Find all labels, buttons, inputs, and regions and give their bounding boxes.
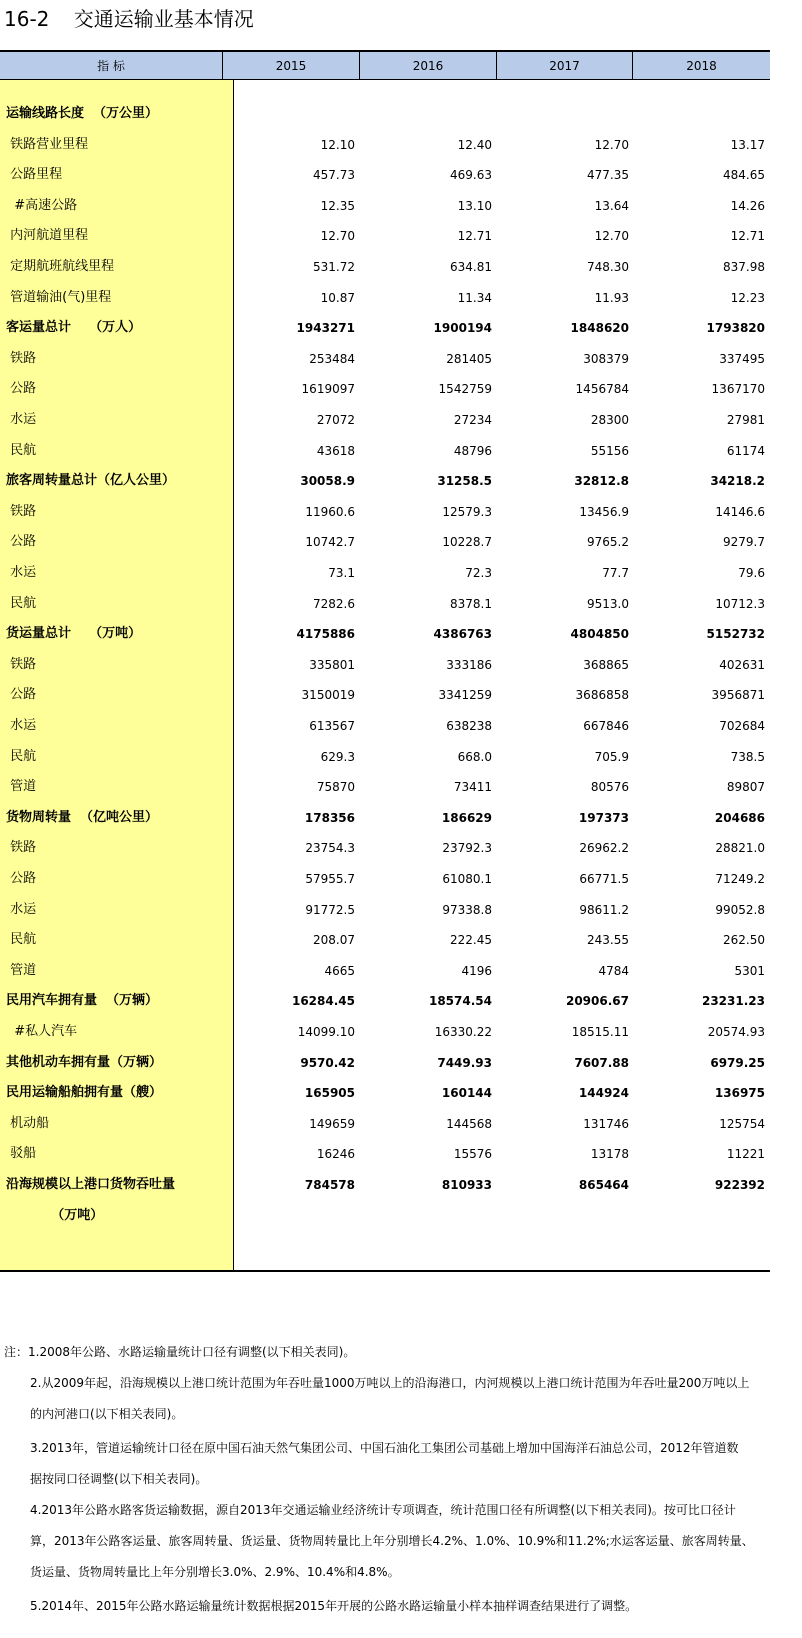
table-row — [0, 863, 770, 895]
table-row — [0, 98, 770, 130]
cell-value: 97338.8 — [442, 902, 492, 917]
cell-value: 23754.3 — [305, 841, 355, 856]
table-row — [0, 924, 770, 956]
cell-value: 14099.10 — [297, 1025, 355, 1039]
row-label: 民用运输船舶拥有量（艘） — [6, 1085, 163, 1101]
cell-value: 55156 — [590, 443, 629, 458]
cell-value: 12.35 — [320, 198, 355, 213]
cell-value: 10742.7 — [305, 535, 355, 550]
cell-value: 13.17 — [730, 137, 765, 152]
table-row — [0, 557, 770, 589]
cell-value: 5152732 — [706, 627, 765, 642]
cell-value: 10712.3 — [715, 596, 765, 611]
cell-value: 89807 — [726, 780, 765, 795]
cell-value: 144568 — [446, 1116, 492, 1131]
row-label: 民航 — [6, 442, 37, 458]
cell-value: 243.55 — [587, 933, 629, 948]
cell-value: 204686 — [714, 810, 765, 825]
table-row — [0, 343, 770, 375]
cell-value: 4804850 — [570, 627, 629, 642]
row-label: 铁路 — [6, 656, 37, 672]
cell-value: 15576 — [453, 1147, 492, 1162]
cell-value: 9570.42 — [300, 1055, 355, 1070]
cell-value: 61080.1 — [442, 872, 492, 886]
cell-value: 28821.0 — [715, 841, 765, 856]
table-row — [0, 496, 770, 528]
row-label: 货物周转量 （亿吨公里） — [6, 809, 159, 825]
cell-value: 629.3 — [320, 749, 355, 764]
table-row — [0, 159, 770, 191]
cell-value: 11960.6 — [305, 504, 355, 519]
table-row — [0, 802, 770, 834]
table-row — [0, 679, 770, 711]
table-row — [0, 1200, 770, 1232]
table-row — [0, 282, 770, 314]
row-label: 水运 — [6, 718, 37, 733]
cell-value: 4175886 — [296, 627, 355, 642]
cell-value: 10.87 — [320, 290, 355, 305]
cell-value: 197373 — [578, 810, 629, 825]
table-row — [0, 1169, 770, 1201]
cell-value: 11221 — [726, 1147, 765, 1162]
cell-value: 1943271 — [296, 321, 355, 336]
row-label: 管道 — [6, 962, 37, 978]
table-row — [0, 588, 770, 620]
footnote-line: 据按同口径调整(以下相关表同)。 — [30, 1472, 208, 1486]
cell-value: 9279.7 — [723, 535, 765, 550]
cell-value: 66771.5 — [579, 872, 629, 886]
cell-value: 149659 — [309, 1116, 355, 1131]
table-number: 16-2 — [4, 7, 50, 31]
cell-value: 11.93 — [594, 290, 629, 305]
table-row — [0, 190, 770, 222]
cell-value: 262.50 — [723, 933, 765, 948]
cell-value: 28300 — [590, 413, 629, 427]
row-label: 货运量总计 （万吨） — [6, 626, 142, 642]
row-label: #私人汽车 — [6, 1024, 78, 1039]
cell-value: 4784 — [598, 963, 629, 978]
table-row — [0, 771, 770, 803]
table-row — [0, 465, 770, 497]
row-label: 水运 — [6, 565, 37, 580]
cell-value: 6979.25 — [710, 1055, 765, 1070]
cell-value: 160144 — [441, 1086, 492, 1101]
row-label: 铁路营业里程 — [6, 136, 89, 152]
row-label: 运输线路长度 （万公里） — [6, 106, 159, 121]
cell-value: 469.63 — [450, 168, 492, 183]
cell-value: 16246 — [316, 1147, 355, 1162]
cell-value: 308379 — [583, 351, 629, 366]
cell-value: 1367170 — [711, 382, 765, 397]
row-label: 民航 — [6, 595, 37, 611]
row-label: 民用汽车拥有量 （万辆） — [6, 993, 159, 1009]
cell-value: 131746 — [583, 1116, 629, 1131]
cell-value: 75870 — [316, 780, 355, 795]
cell-value: 12.70 — [594, 137, 629, 152]
cell-value: 3150019 — [301, 688, 355, 703]
cell-value: 1456784 — [575, 382, 629, 397]
cell-value: 738.5 — [730, 749, 765, 764]
row-label: 民航 — [6, 932, 37, 948]
cell-value: 222.45 — [450, 933, 492, 948]
row-label: 公路里程 — [6, 167, 63, 183]
cell-value: 11.34 — [457, 290, 492, 305]
cell-value: 186629 — [441, 810, 492, 825]
cell-value: 178356 — [304, 810, 355, 825]
cell-value: 20574.93 — [707, 1025, 765, 1039]
cell-value: 23231.23 — [701, 994, 765, 1009]
cell-value: 613567 — [309, 719, 355, 733]
table-row — [0, 1016, 770, 1048]
cell-value: 72.3 — [465, 566, 492, 580]
row-label: 铁路 — [6, 840, 37, 856]
footnote-line: 注：1.2008年公路、水路运输量统计口径有调整(以下相关表同)。 — [4, 1345, 356, 1359]
row-label: 民航 — [6, 748, 37, 764]
cell-value: 9765.2 — [587, 535, 629, 550]
row-label: 机动船 — [6, 1115, 50, 1131]
row-label: 管道输油(气)里程 — [6, 289, 112, 305]
cell-value: 91772.5 — [305, 902, 355, 917]
table-row — [0, 1077, 770, 1109]
cell-value: 71249.2 — [715, 872, 765, 886]
cell-value: 13.10 — [457, 198, 492, 213]
cell-value: 80576 — [590, 780, 629, 795]
cell-value: 73.1 — [328, 566, 355, 580]
footnote-line: 货运量、货物周转量比上年分别增长3.0%、2.9%、10.4%和4.8%。 — [30, 1565, 400, 1579]
cell-value: 144924 — [578, 1086, 629, 1101]
cell-value: 457.73 — [313, 168, 355, 183]
footnote-line: 算，2013年公路客运量、旅客周转量、货运量、货物周转量比上年分别增长4.2%、1.0%、10.9%和11.2%;水运客运量、旅客周转量、 — [30, 1534, 754, 1548]
table-row — [0, 251, 770, 283]
cell-value: 165905 — [304, 1086, 355, 1101]
cell-value: 7449.93 — [437, 1055, 492, 1070]
cell-value: 16330.22 — [434, 1025, 492, 1039]
cell-value: 12.70 — [594, 229, 629, 244]
row-label: 水运 — [6, 412, 37, 427]
cell-value: 23792.3 — [442, 841, 492, 856]
cell-value: 667846 — [583, 719, 629, 733]
cell-value: 9513.0 — [587, 596, 629, 611]
row-label: 公路 — [6, 871, 37, 886]
cell-value: 402631 — [719, 657, 765, 672]
cell-value: 27234 — [453, 413, 492, 427]
cell-value: 4196 — [461, 963, 492, 978]
cell-value: 1619097 — [301, 382, 355, 397]
cell-value: 7282.6 — [313, 596, 355, 611]
table-row — [0, 435, 770, 467]
cell-value: 34218.2 — [710, 474, 765, 489]
page-title — [4, 6, 254, 32]
row-label: 内河航道里程 — [6, 228, 89, 244]
row-label: （万吨） — [6, 1207, 104, 1223]
cell-value: 7607.88 — [574, 1055, 629, 1070]
cell-value: 12.70 — [320, 229, 355, 244]
table-row — [0, 220, 770, 252]
cell-value: 253484 — [309, 351, 355, 366]
cell-value: 484.65 — [723, 168, 765, 183]
header-year-2016: 2016 — [360, 52, 497, 80]
cell-value: 810933 — [441, 1178, 492, 1192]
footnote-line: 的内河港口(以下相关表同)。 — [30, 1407, 184, 1421]
cell-value: 281405 — [446, 351, 492, 366]
cell-value: 333186 — [446, 657, 492, 672]
table-row — [0, 649, 770, 681]
cell-value: 477.35 — [587, 168, 629, 183]
cell-value: 99052.8 — [715, 902, 765, 917]
cell-value: 13.64 — [594, 198, 629, 213]
cell-value: 12.71 — [457, 229, 492, 244]
table-row — [0, 1047, 770, 1079]
cell-value: 13178 — [590, 1147, 629, 1162]
cell-value: 14.26 — [730, 198, 765, 213]
cell-value: 57955.7 — [305, 872, 355, 886]
cell-value: 27072 — [316, 413, 355, 427]
table-row — [0, 955, 770, 987]
data-table — [0, 50, 770, 1272]
cell-value: 73411 — [453, 780, 492, 795]
row-label: 公路 — [6, 381, 37, 397]
footnote-line: 3.2013年，管道运输统计口径在原中国石油天然气集团公司、中国石油化工集团公司基础上增加中国海洋石油总公司，2012年管道数 — [30, 1441, 739, 1455]
cell-value: 3686858 — [575, 688, 629, 703]
row-label: 铁路 — [6, 350, 37, 366]
cell-value: 61174 — [726, 443, 765, 458]
cell-value: 18574.54 — [428, 994, 492, 1009]
table-header — [0, 52, 770, 80]
cell-value: 922392 — [714, 1178, 765, 1192]
cell-value: 16284.45 — [291, 994, 355, 1009]
row-label: 其他机动车拥有量（万辆） — [6, 1054, 163, 1070]
footnote-line: 4.2013年公路水路客货运输数据，源自2013年交通运输业经济统计专项调查，统计范围口径有所调整(以下相关表同)。按可比口径计 — [30, 1503, 736, 1517]
cell-value: 3956871 — [711, 688, 765, 703]
cell-value: 125754 — [719, 1116, 765, 1131]
cell-value: 4386763 — [433, 627, 492, 642]
row-label: 水运 — [6, 901, 37, 917]
cell-value: 32812.8 — [574, 474, 629, 489]
cell-value: 1900194 — [433, 321, 492, 336]
cell-value: 77.7 — [602, 566, 629, 580]
row-label: 铁路 — [6, 503, 37, 519]
row-label: 旅客周转量总计（亿人公里） — [6, 473, 176, 489]
table-row — [0, 985, 770, 1017]
cell-value: 26962.2 — [579, 841, 629, 856]
row-label: 公路 — [6, 534, 37, 550]
cell-value: 748.30 — [587, 260, 629, 274]
cell-value: 79.6 — [738, 566, 765, 580]
table-row — [0, 894, 770, 926]
cell-value: 14146.6 — [715, 504, 765, 519]
table-row — [0, 312, 770, 344]
row-label: #高速公路 — [6, 197, 78, 213]
table-row — [0, 1138, 770, 1170]
cell-value: 12.10 — [320, 137, 355, 152]
footnote-line: 5.2014年、2015年公路水路运输量统计数据根据2015年开展的公路水路运输量小样本抽样调查结果进行了调整。 — [30, 1599, 638, 1613]
cell-value: 13456.9 — [579, 504, 629, 519]
header-indicator: 指 标 — [0, 52, 223, 80]
row-label: 驳船 — [6, 1146, 37, 1162]
cell-value: 638238 — [446, 719, 492, 733]
table-title: 交通运输业基本情况 — [73, 7, 254, 31]
row-label: 客运量总计 （万人） — [6, 320, 142, 336]
cell-value: 634.81 — [450, 260, 492, 274]
table-row — [0, 618, 770, 650]
cell-value: 208.07 — [313, 933, 355, 948]
cell-value: 531.72 — [313, 260, 355, 274]
table-row — [0, 832, 770, 864]
cell-value: 8378.1 — [450, 596, 492, 611]
table-row — [0, 129, 770, 161]
cell-value: 48796 — [453, 443, 492, 458]
cell-value: 335801 — [309, 657, 355, 672]
cell-value: 12.71 — [730, 229, 765, 244]
cell-value: 837.98 — [723, 260, 765, 274]
cell-value: 368865 — [583, 657, 629, 672]
cell-value: 1848620 — [570, 321, 629, 336]
cell-value: 12.40 — [457, 137, 492, 152]
header-year-2017: 2017 — [497, 52, 633, 80]
cell-value: 705.9 — [594, 749, 629, 764]
cell-value: 865464 — [578, 1178, 629, 1192]
table-row — [0, 1108, 770, 1140]
row-label: 沿海规模以上港口货物吞吐量 — [6, 1177, 176, 1192]
header-year-2015: 2015 — [223, 52, 360, 80]
table-row — [0, 741, 770, 773]
cell-value: 31258.5 — [437, 474, 492, 489]
cell-value: 18515.11 — [571, 1025, 629, 1039]
row-label: 管道 — [6, 779, 37, 795]
table-row — [0, 710, 770, 742]
cell-value: 136975 — [714, 1086, 765, 1101]
table-row — [0, 373, 770, 405]
header-year-2018: 2018 — [686, 59, 717, 73]
cell-value: 702684 — [719, 719, 765, 733]
cell-value: 337495 — [719, 351, 765, 366]
table-row — [0, 404, 770, 436]
row-label: 公路 — [6, 687, 37, 703]
table-row — [0, 526, 770, 558]
cell-value: 1793820 — [706, 321, 765, 336]
cell-value: 43618 — [316, 443, 355, 458]
cell-value: 1542759 — [438, 382, 492, 397]
cell-value: 3341259 — [438, 688, 492, 703]
cell-value: 10228.7 — [442, 535, 492, 550]
cell-value: 784578 — [304, 1178, 355, 1192]
cell-value: 20906.67 — [565, 994, 629, 1009]
cell-value: 27981 — [726, 413, 765, 427]
cell-value: 12579.3 — [442, 504, 492, 519]
cell-value: 98611.2 — [579, 902, 629, 917]
cell-value: 30058.9 — [300, 474, 355, 489]
cell-value: 12.23 — [730, 290, 765, 305]
row-label: 定期航班航线里程 — [6, 259, 115, 274]
cell-value: 5301 — [734, 963, 765, 978]
cell-value: 4665 — [324, 963, 355, 978]
cell-value: 668.0 — [457, 749, 492, 764]
footnote-line: 2.从2009年起，沿海规模以上港口统计范围为年吞吐量1000万吨以上的沿海港口，内河规模以上港口统计范围为年吞吐量200万吨以上 — [30, 1376, 750, 1390]
